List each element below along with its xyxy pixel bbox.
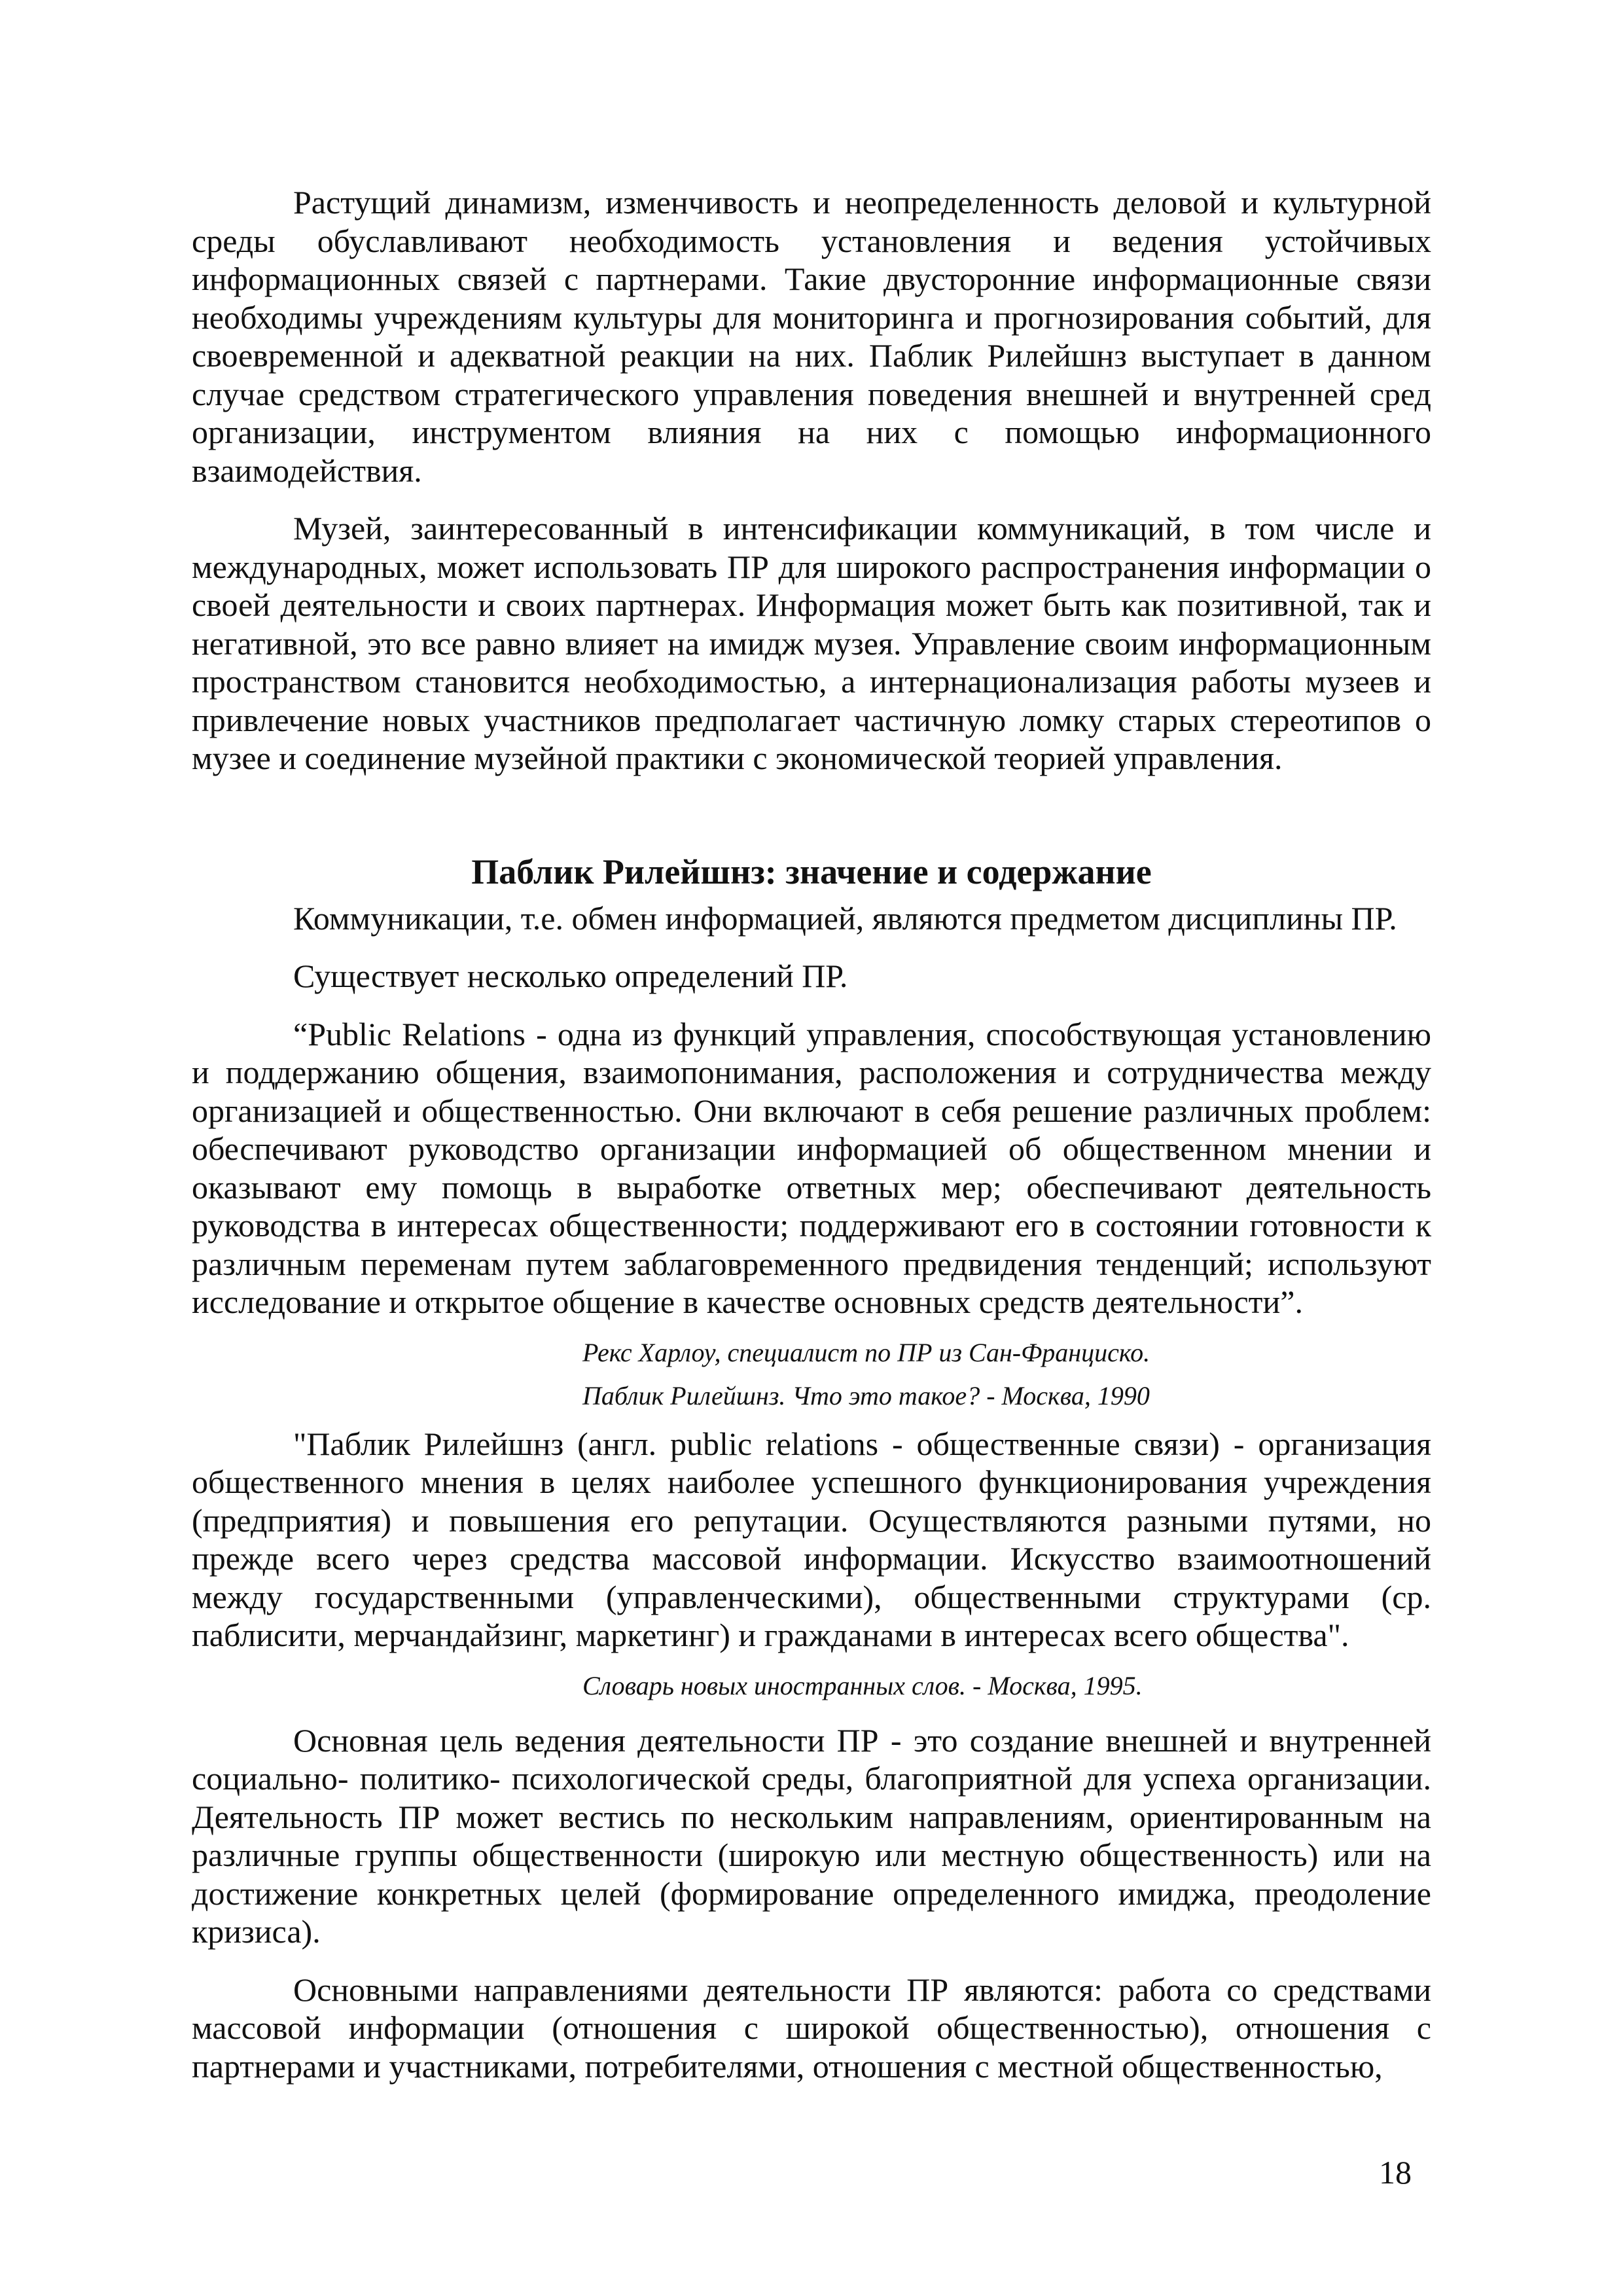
document-page [192,183,1431,2085]
source-harlow: Рекс Харлоу, специалист по ПР из Сан-Франциско. [582,1337,1150,1367]
quote-dictionary: "Паблик Рилейшнз (англ. public relations - общественные связи) - организация общественного мнения в целях наиболее успешного функционирования учреждения (предприятия) и повышения его репутации. Осуществляются разными путями, но прежде всего через средства массовой информации. Искусство взаимоотношений между государственными (управленческими), общественными структурами (ср. паблисити, мерчандайзинг, маркетинг) и гражданами в интересах всего общества". [192,1425,1431,1653]
paragraph-main-directions: Основными направлениями деятельности ПР являются: работа со средствами массовой информации (отношения с широкой общественностью), отношения с партнерами и участниками, потребителями, отношения с местной общественностью, [192,1971,1431,2085]
section-heading: Паблик Рилейшнз: значение и содержание [471,852,1152,891]
paragraph-museum: Музей, заинтересованный в интенсификации коммуникаций, в том числе и международных, может использовать ПР для широкого распространения информации о своей деятельности и своих партнерах. Информация может быть как позитивной, так и негативной, это все равно влияет на имидж музея. Управление своим информационным пространством становится необходимостью, а интернационализация работы музеев и привлечение новых участников предполагает частичную ломку старых стереотипов о музее и соединение музейной практики с экономической теорией управления. [192,510,1431,776]
paragraph-communications: Коммуникации, т.е. обмен информацией, являются предметом дисциплины ПР. [293,899,1397,937]
source-book-1990: Паблик Рилейшнз. Что это такое? - Москва, 1990 [582,1380,1150,1410]
quote-harlow: “Public Relations - одна из функций управления, способствующая установлению и поддержанию общения, взаимопонимания, расположения и сотрудничества между организацией и общественностью. Они включают в себя решение различных проблем: обеспечивают руководство организации информацией об общественном мнении и оказывают ему помощь в выработке ответных мер; обеспечивают деятельность руководства в интересах общественности; поддерживают его в состоянии готовности к различным переменам путем заблаговременного предвидения тенденций; используют исследование и открытое общение в качестве основных средств деятельности”. [192,1015,1431,1320]
page-number: 18 [1379,2154,1412,2191]
paragraph-dynamics: Растущий динамизм, изменчивость и неопределенность деловой и культурной среды обуславливают необходимость установления и ведения устойчивых информационных связей с партнерами. Такие двусторонние информационные связи необходимы учреждениям культуры для мониторинга и прогнозирования событий, для своевременной и адекватной реакции на них. Паблик Рилейшнз выступает в данном случае средством стратегического управления поведения внешней и внутренней сред организации, инструментом влияния на них с помощью информационного взаимодействия. [192,184,1431,489]
source-dictionary: Словарь новых иностранных слов. - Москва, 1995. [582,1670,1143,1700]
paragraph-main-goal: Основная цель ведения деятельности ПР - это создание внешней и внутренней социально- политико- психологической среды, благоприятной для успеха организации. Деятельность ПР может вестись по нескольким направлениям, ориентированным на различные группы общественности (широкую или местную общественность) или на достижение конкретных целей (формирование определенного имиджа, преодоление кризиса). [192,1721,1431,1950]
paragraph-definitions-intro: Существует несколько определений ПР. [293,958,848,994]
